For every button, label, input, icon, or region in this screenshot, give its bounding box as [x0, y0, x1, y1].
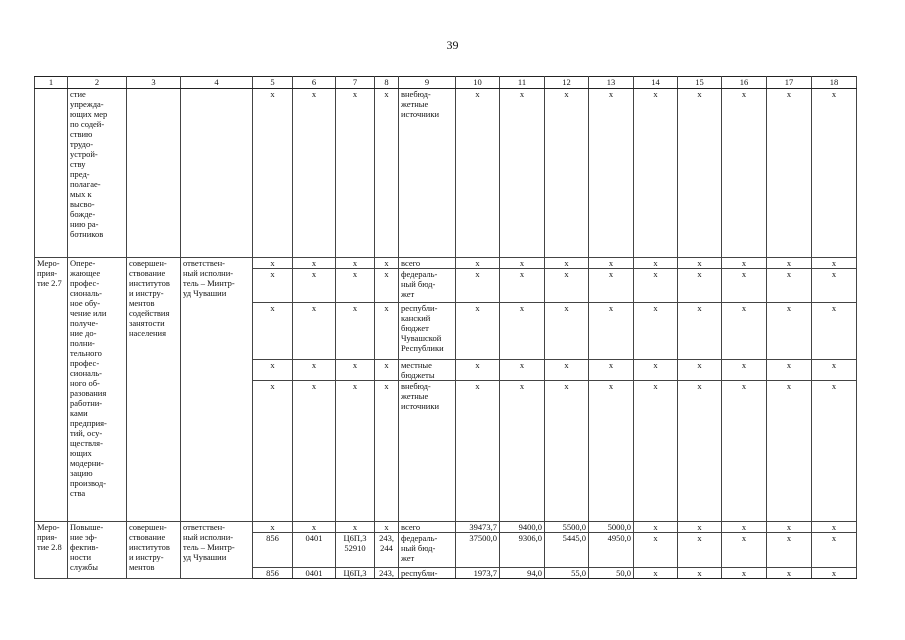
value-cell: х: [634, 381, 678, 522]
cell-empty: [35, 89, 68, 258]
funding-source-cell: федераль- ный бюд- жет: [399, 269, 456, 303]
code-cell: х: [336, 269, 375, 303]
column-number-1: 1: [35, 77, 68, 89]
code-cell: х: [293, 303, 336, 360]
value-cell: х: [500, 381, 545, 522]
value-cell: х: [456, 269, 500, 303]
funding-source-cell: всего: [399, 522, 456, 533]
value-cell: х: [722, 568, 767, 579]
value-cell: х: [589, 381, 634, 522]
code-cell: х: [253, 89, 293, 258]
value-cell: х: [722, 360, 767, 381]
value-cell: х: [545, 269, 589, 303]
funding-source-cell: местные бюджеты: [399, 360, 456, 381]
code-cell: х: [253, 360, 293, 381]
value-cell: 55,0: [545, 568, 589, 579]
code-cell: х: [375, 258, 399, 269]
value-cell: х: [545, 89, 589, 258]
code-cell: х: [336, 303, 375, 360]
column-number-7: 7: [336, 77, 375, 89]
activity-name-cell: стие упрежда- ющих мер по содей- ствию трудо- устрой- ству пред- полагае- мых к высво- божде- нию ра- ботников: [68, 89, 127, 258]
value-cell: х: [767, 533, 812, 568]
value-cell: х: [722, 258, 767, 269]
value-cell: х: [812, 568, 857, 579]
column-number-13: 13: [589, 77, 634, 89]
value-cell: 5000,0: [589, 522, 634, 533]
value-cell: х: [500, 258, 545, 269]
code-cell: х: [293, 89, 336, 258]
code-cell: х: [336, 89, 375, 258]
column-number-18: 18: [812, 77, 857, 89]
column-number-11: 11: [500, 77, 545, 89]
value-cell: х: [634, 258, 678, 269]
value-cell: х: [589, 258, 634, 269]
value-cell: х: [722, 381, 767, 522]
value-cell: х: [767, 522, 812, 533]
code-cell: х: [375, 360, 399, 381]
code-cell: х: [375, 89, 399, 258]
code-cell: х: [293, 360, 336, 381]
code-cell: 243,: [375, 568, 399, 579]
value-cell: х: [456, 360, 500, 381]
value-cell: х: [545, 360, 589, 381]
value-cell: х: [589, 303, 634, 360]
value-cell: х: [767, 568, 812, 579]
value-cell: х: [634, 522, 678, 533]
value-cell: х: [500, 360, 545, 381]
value-cell: 94,0: [500, 568, 545, 579]
value-cell: х: [589, 89, 634, 258]
code-cell: х: [336, 258, 375, 269]
code-cell: х: [253, 522, 293, 533]
value-cell: х: [456, 258, 500, 269]
value-cell: х: [678, 258, 722, 269]
value-cell: х: [767, 258, 812, 269]
value-cell: х: [500, 269, 545, 303]
value-cell: х: [812, 360, 857, 381]
column-number-9: 9: [399, 77, 456, 89]
code-cell: х: [375, 269, 399, 303]
column-number-2: 2: [68, 77, 127, 89]
code-cell: х: [336, 381, 375, 522]
value-cell: х: [500, 89, 545, 258]
table-row: [35, 89, 857, 258]
column-number-4: 4: [181, 77, 253, 89]
column-number-3: 3: [127, 77, 181, 89]
funding-source-cell: федераль- ный бюд- жет: [399, 533, 456, 568]
value-cell: х: [678, 522, 722, 533]
measure-2-7-name-cell: Опере- жающее профес- сиональ- ное обу- чение или получе- ние до- полни- тельного профес- сиональ- ного об- разования работни- ками предприя- тий, осу- ществля- ющих модерни- зацию производ- ства: [68, 258, 127, 522]
value-cell: 9400,0: [500, 522, 545, 533]
value-cell: х: [589, 269, 634, 303]
code-cell: х: [293, 269, 336, 303]
value-cell: х: [722, 303, 767, 360]
value-cell: 9306,0: [500, 533, 545, 568]
column-number-8: 8: [375, 77, 399, 89]
value-cell: х: [812, 381, 857, 522]
value-cell: х: [812, 89, 857, 258]
funding-source-cell: республи- канский бюджет Чувашской Республики: [399, 303, 456, 360]
column-number-14: 14: [634, 77, 678, 89]
code-cell: 0401: [293, 568, 336, 579]
page-number: 39: [446, 38, 459, 52]
code-cell: Ц6П,3: [336, 568, 375, 579]
table-row: [35, 258, 857, 269]
code-cell: х: [375, 522, 399, 533]
value-cell: х: [545, 303, 589, 360]
value-cell: х: [678, 269, 722, 303]
value-cell: х: [634, 533, 678, 568]
measure-2-8-name-cell: Повыше- ние эф- фектив- ности службы: [68, 522, 127, 579]
value-cell: 50,0: [589, 568, 634, 579]
code-cell: х: [253, 258, 293, 269]
value-cell: х: [456, 381, 500, 522]
value-cell: х: [767, 303, 812, 360]
value-cell: х: [767, 381, 812, 522]
value-cell: х: [767, 269, 812, 303]
value-cell: 4950,0: [589, 533, 634, 568]
measure-2-8-number-cell: Меро- прия- тие 2.8: [35, 522, 68, 579]
value-cell: х: [589, 360, 634, 381]
measure-2-8-goal-cell: совершен- ствование институтов и инстру- ментов: [127, 522, 181, 579]
value-cell: х: [634, 303, 678, 360]
funding-source-cell: внебюд- жетные источники: [399, 89, 456, 258]
column-number-17: 17: [767, 77, 812, 89]
column-number-6: 6: [293, 77, 336, 89]
code-cell: х: [336, 360, 375, 381]
column-number-15: 15: [678, 77, 722, 89]
cell-empty: [127, 89, 181, 258]
measure-2-8-executor-cell: ответствен- ный исполни- тель – Минтр- уд Чувашии: [181, 522, 253, 579]
column-number-10: 10: [456, 77, 500, 89]
value-cell: х: [812, 533, 857, 568]
code-cell: х: [293, 522, 336, 533]
cell-empty: [181, 89, 253, 258]
measure-2-7-goal-cell: совершен- ствование институтов и инстру- ментов содействия занятости населения: [127, 258, 181, 522]
value-cell: х: [767, 89, 812, 258]
value-cell: 1973,7: [456, 568, 500, 579]
code-cell: х: [293, 381, 336, 522]
funding-source-cell: республи-: [399, 568, 456, 579]
column-number-row: [35, 77, 857, 89]
value-cell: х: [722, 89, 767, 258]
code-cell: х: [253, 381, 293, 522]
code-cell: Ц6П,3 52910: [336, 533, 375, 568]
value-cell: х: [812, 522, 857, 533]
funding-source-cell: внебюд- жетные источники: [399, 381, 456, 522]
value-cell: х: [678, 89, 722, 258]
code-cell: 856: [253, 533, 293, 568]
code-cell: х: [375, 381, 399, 522]
value-cell: х: [678, 533, 722, 568]
column-number-5: 5: [253, 77, 293, 89]
code-cell: х: [253, 269, 293, 303]
value-cell: х: [634, 360, 678, 381]
value-cell: х: [812, 269, 857, 303]
code-cell: х: [253, 303, 293, 360]
code-cell: х: [336, 522, 375, 533]
value-cell: х: [634, 89, 678, 258]
code-cell: 0401: [293, 533, 336, 568]
column-number-16: 16: [722, 77, 767, 89]
value-cell: х: [812, 258, 857, 269]
value-cell: х: [812, 303, 857, 360]
code-cell: х: [375, 303, 399, 360]
value-cell: х: [722, 522, 767, 533]
value-cell: 5500,0: [545, 522, 589, 533]
code-cell: х: [293, 258, 336, 269]
value-cell: х: [456, 89, 500, 258]
value-cell: 5445,0: [545, 533, 589, 568]
value-cell: х: [678, 303, 722, 360]
budget-table: [34, 76, 857, 579]
value-cell: 39473,7: [456, 522, 500, 533]
value-cell: х: [634, 269, 678, 303]
measure-2-7-number-cell: Меро- прия- тие 2.7: [35, 258, 68, 522]
measure-2-7-executor-cell: ответствен- ный исполни- тель – Минтр- уд Чувашии: [181, 258, 253, 522]
value-cell: х: [545, 381, 589, 522]
column-number-12: 12: [545, 77, 589, 89]
value-cell: 37500,0: [456, 533, 500, 568]
value-cell: х: [678, 360, 722, 381]
table-row: [35, 522, 857, 533]
code-cell: 856: [253, 568, 293, 579]
code-cell: 243, 244: [375, 533, 399, 568]
value-cell: х: [500, 303, 545, 360]
value-cell: х: [456, 303, 500, 360]
value-cell: х: [678, 381, 722, 522]
value-cell: х: [722, 269, 767, 303]
value-cell: х: [767, 360, 812, 381]
funding-source-cell: всего: [399, 258, 456, 269]
value-cell: х: [634, 568, 678, 579]
value-cell: х: [545, 258, 589, 269]
value-cell: х: [722, 533, 767, 568]
value-cell: х: [678, 568, 722, 579]
